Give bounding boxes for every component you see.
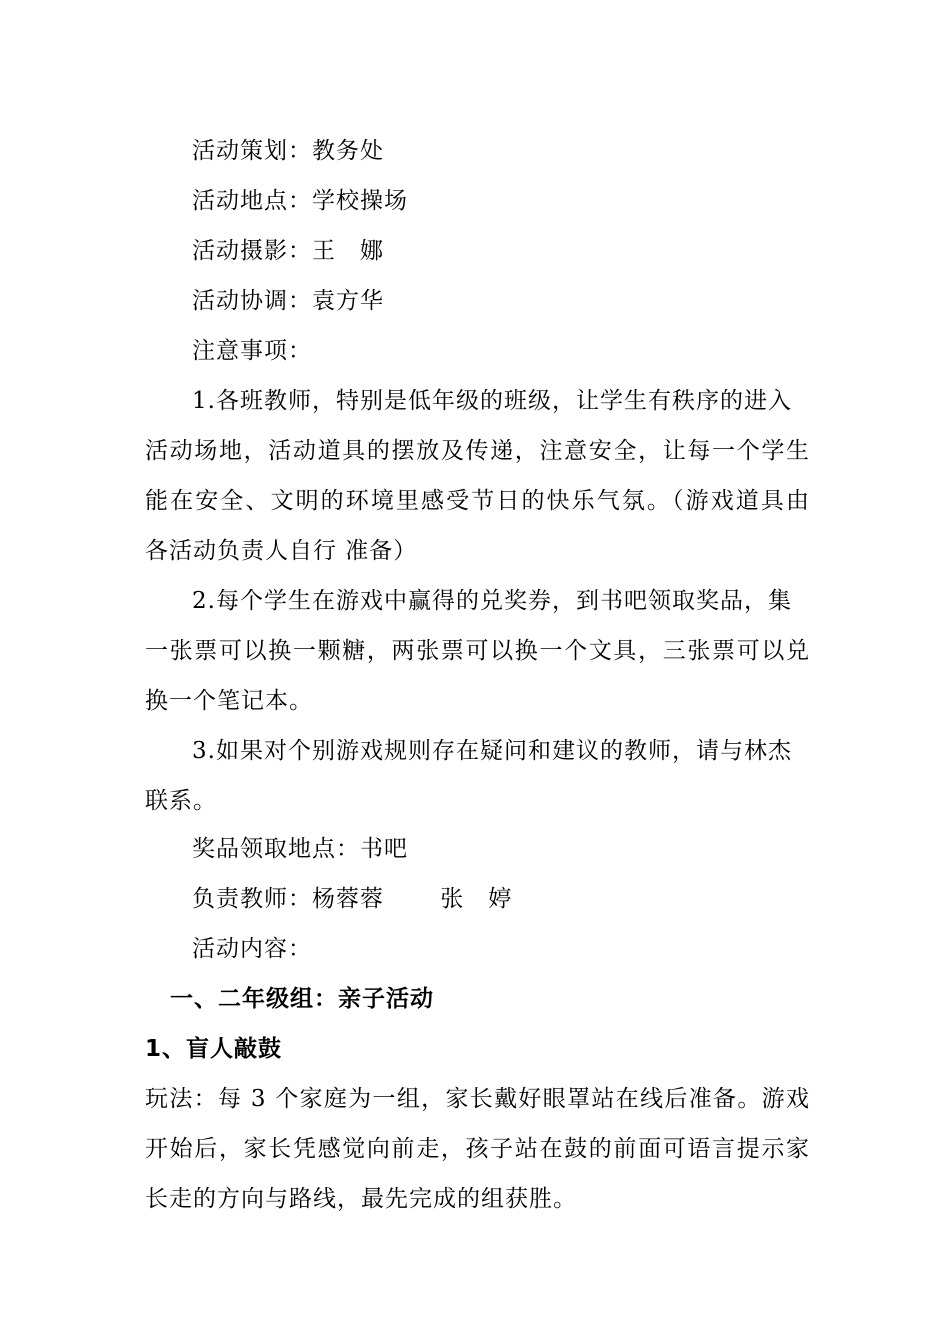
note-2-line-2: 一张票可以换一颗糖，两张票可以换一个文具，三张票可以兑 — [145, 638, 810, 664]
activity-planning: 活动策划：教务处 — [192, 138, 384, 164]
game-1-title: 1、盲人敲鼓 — [145, 1036, 283, 1062]
activity-coordination: 活动协调：袁方华 — [192, 288, 384, 314]
note-1-line-3: 能在安全、文明的环境里感受节日的快乐气氛。（游戏道具由 — [145, 488, 810, 514]
activity-photography: 活动摄影：王 娜 — [192, 238, 384, 264]
note-2-line-3: 换一个笔记本。 — [145, 688, 313, 714]
note-2-line-1: 2.每个学生在游戏中赢得的兑奖券，到书吧领取奖品，集 — [192, 588, 792, 614]
game-1-rules-line-1: 玩法：每 3 个家庭为一组，家长戴好眼罩站在线后准备。游戏 — [145, 1086, 810, 1112]
prize-teachers: 负责教师：杨蓉蓉 张 婷 — [192, 886, 513, 912]
section-1-title: 一、二年级组：亲子活动 — [170, 986, 434, 1012]
note-1-line-2: 活动场地，活动道具的摆放及传递，注意安全，让每一个学生 — [145, 438, 810, 464]
note-3-line-1: 3.如果对个别游戏规则存在疑问和建议的教师，请与林杰 — [192, 738, 792, 764]
content-heading: 活动内容： — [192, 936, 312, 962]
prize-location: 奖品领取地点：书吧 — [192, 836, 408, 862]
game-1-rules-line-2: 开始后，家长凭感觉向前走，孩子站在鼓的前面可语言提示家 — [145, 1136, 810, 1162]
notes-heading: 注意事项： — [192, 338, 312, 364]
activity-location: 活动地点：学校操场 — [192, 188, 408, 214]
note-1-line-4: 各活动负责人自行 准备） — [145, 538, 418, 564]
note-1-line-1: 1.各班教师，特别是低年级的班级，让学生有秩序的进入 — [192, 388, 792, 414]
note-3-line-2: 联系。 — [145, 788, 217, 814]
game-1-rules-line-3: 长走的方向与路线，最先完成的组获胜。 — [145, 1186, 577, 1212]
